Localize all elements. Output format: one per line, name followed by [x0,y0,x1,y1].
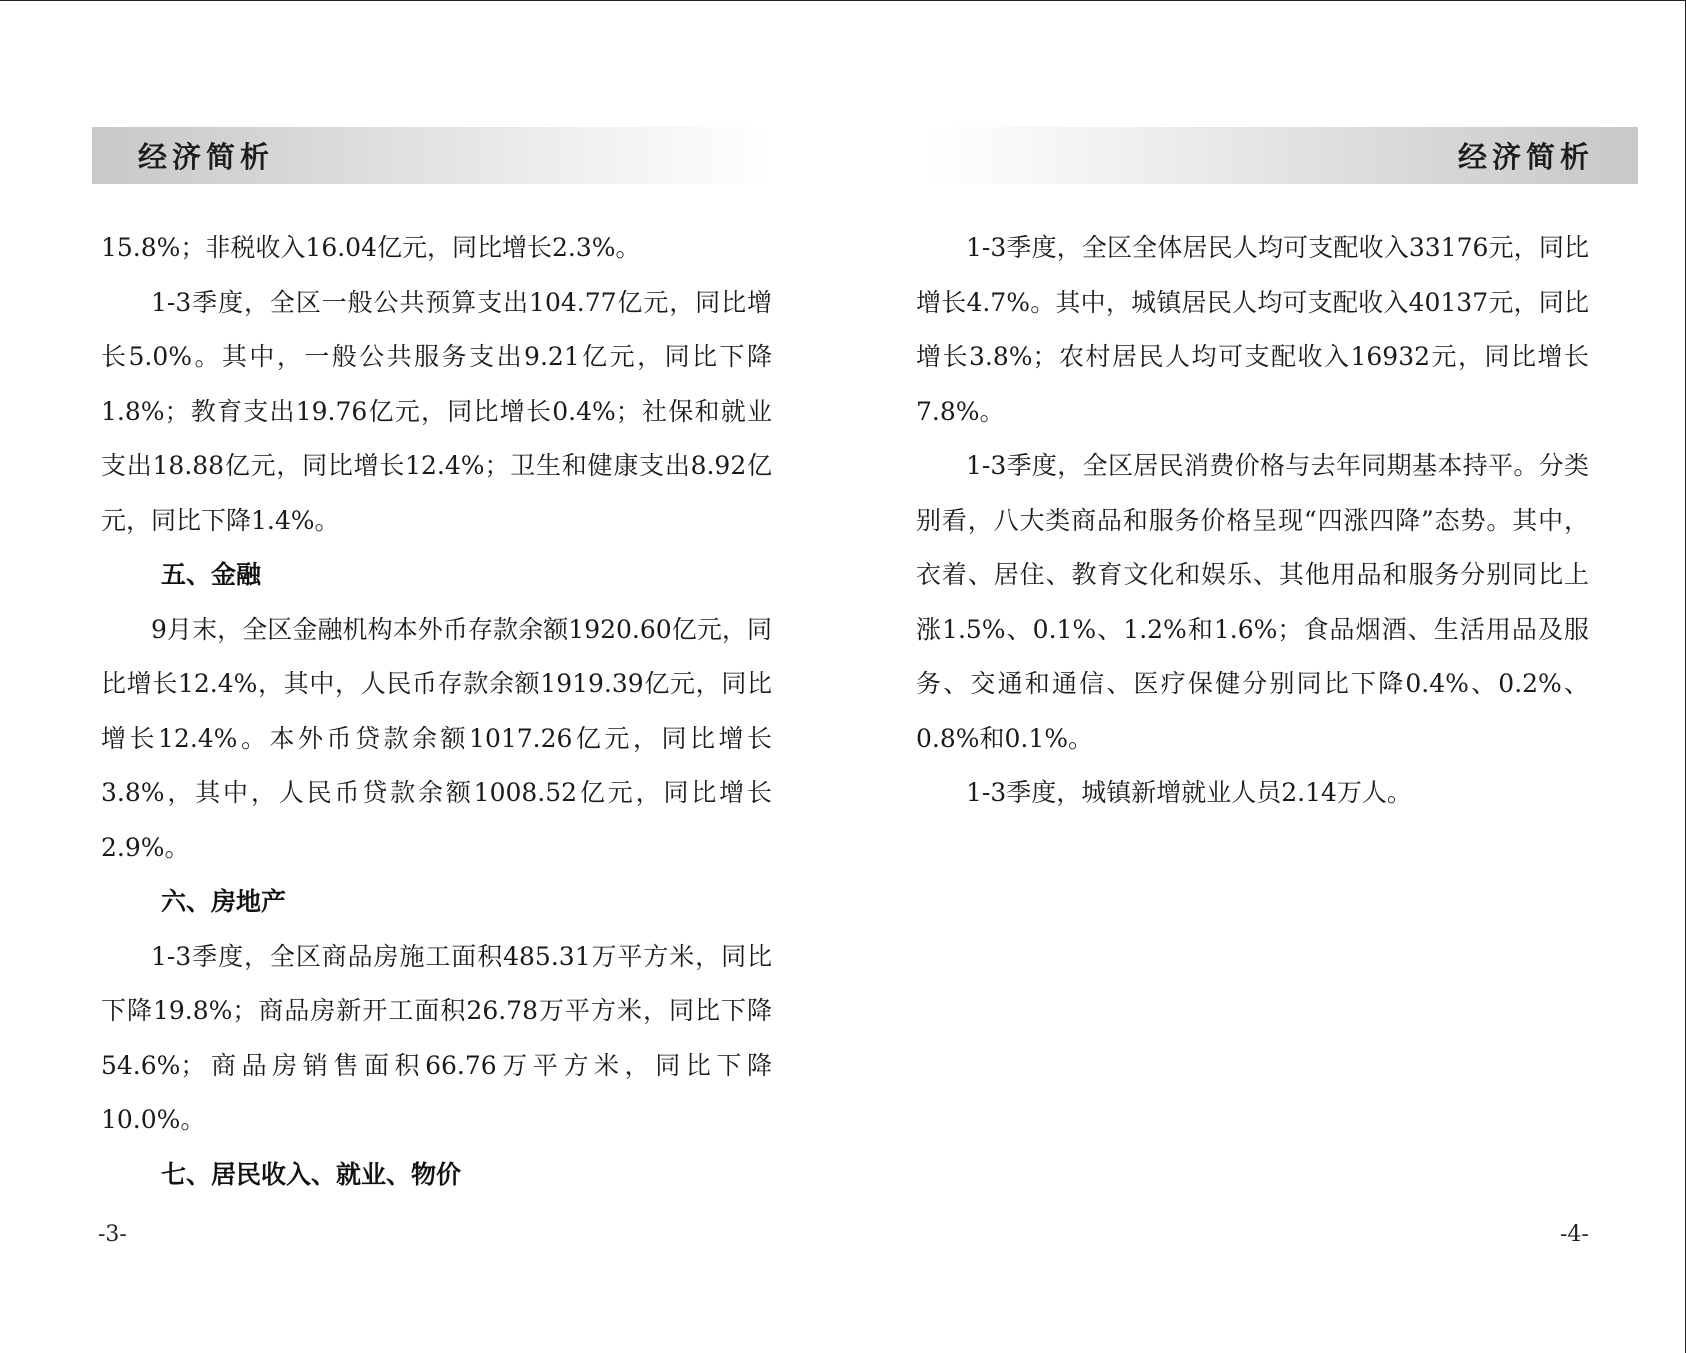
body-text-left [101,221,772,1202]
paragraph-consumer-prices: 1-3季度，全区居民消费价格与去年同期基本持平。分类别看，八大类商品和服务价格呈现“四涨四降”态势。其中，衣着、居住、教育文化和娱乐、其他用品和服务分别同比上涨1.5%、0.1%、1.2%和1.6%；食品烟酒、生活用品及服务、交通和通信、医疗保健分别同比下降0.4%、0.2%、0.8%和0.1%。 [916,451,1589,753]
header-banner-left [92,127,773,184]
body-text-right [916,221,1589,821]
page-number-left: -3- [98,1222,127,1247]
section-heading-finance: 五、金融 [161,560,262,589]
right-page [843,0,1686,1353]
paragraph-fiscal-expenditure: 1-3季度，全区一般公共预算支出104.77亿元，同比增长5.0%。其中，一般公共服务支出9.21亿元，同比下降1.8%；教育支出19.76亿元，同比增长0.4%；社保和就业支出18.88亿元，同比增长12.4%；卫生和健康支出8.92亿元，同比下降1.4%。 [101,287,772,535]
header-title: 经济简析 [138,140,275,174]
header-title: 经济简析 [1457,140,1594,174]
paragraph-finance: 9月末，全区金融机构本外币存款余额1920.60亿元，同比增长12.4%，其中，人民币存款余额1919.39亿元，同比增长12.4%。本外币贷款余额1017.26亿元，同比增长3.8%，其中，人民币贷款余额1008.52亿元，同比增长2.9%。 [101,614,772,862]
paragraph-resident-income: 1-3季度，全区全体居民人均可支配收入33176元，同比增长4.7%。其中，城镇居民人均可支配收入40137元，同比增长3.8%；农村居民人均可支配收入16932元，同比增长7.8%。 [916,233,1589,426]
section-heading-income-employment-prices: 七、居民收入、就业、物价 [161,1159,462,1189]
header-banner-right [926,127,1638,184]
paragraph-real-estate: 1-3季度，全区商品房施工面积485.31万平方米，同比下降19.8%；商品房新开工面积26.78万平方米，同比下降54.6%；商品房销售面积66.76万平方米，同比下降10.0%。 [101,941,772,1134]
section-heading-real-estate: 六、房地产 [161,887,287,916]
paragraph-employment: 1-3季度，城镇新增就业人员2.14万人。 [966,778,1412,807]
page-number-right: -4- [1560,1222,1589,1247]
paragraph-fiscal-revenue-continued: 15.8%；非税收入16.04亿元，同比增长2.3%。 [101,233,641,262]
